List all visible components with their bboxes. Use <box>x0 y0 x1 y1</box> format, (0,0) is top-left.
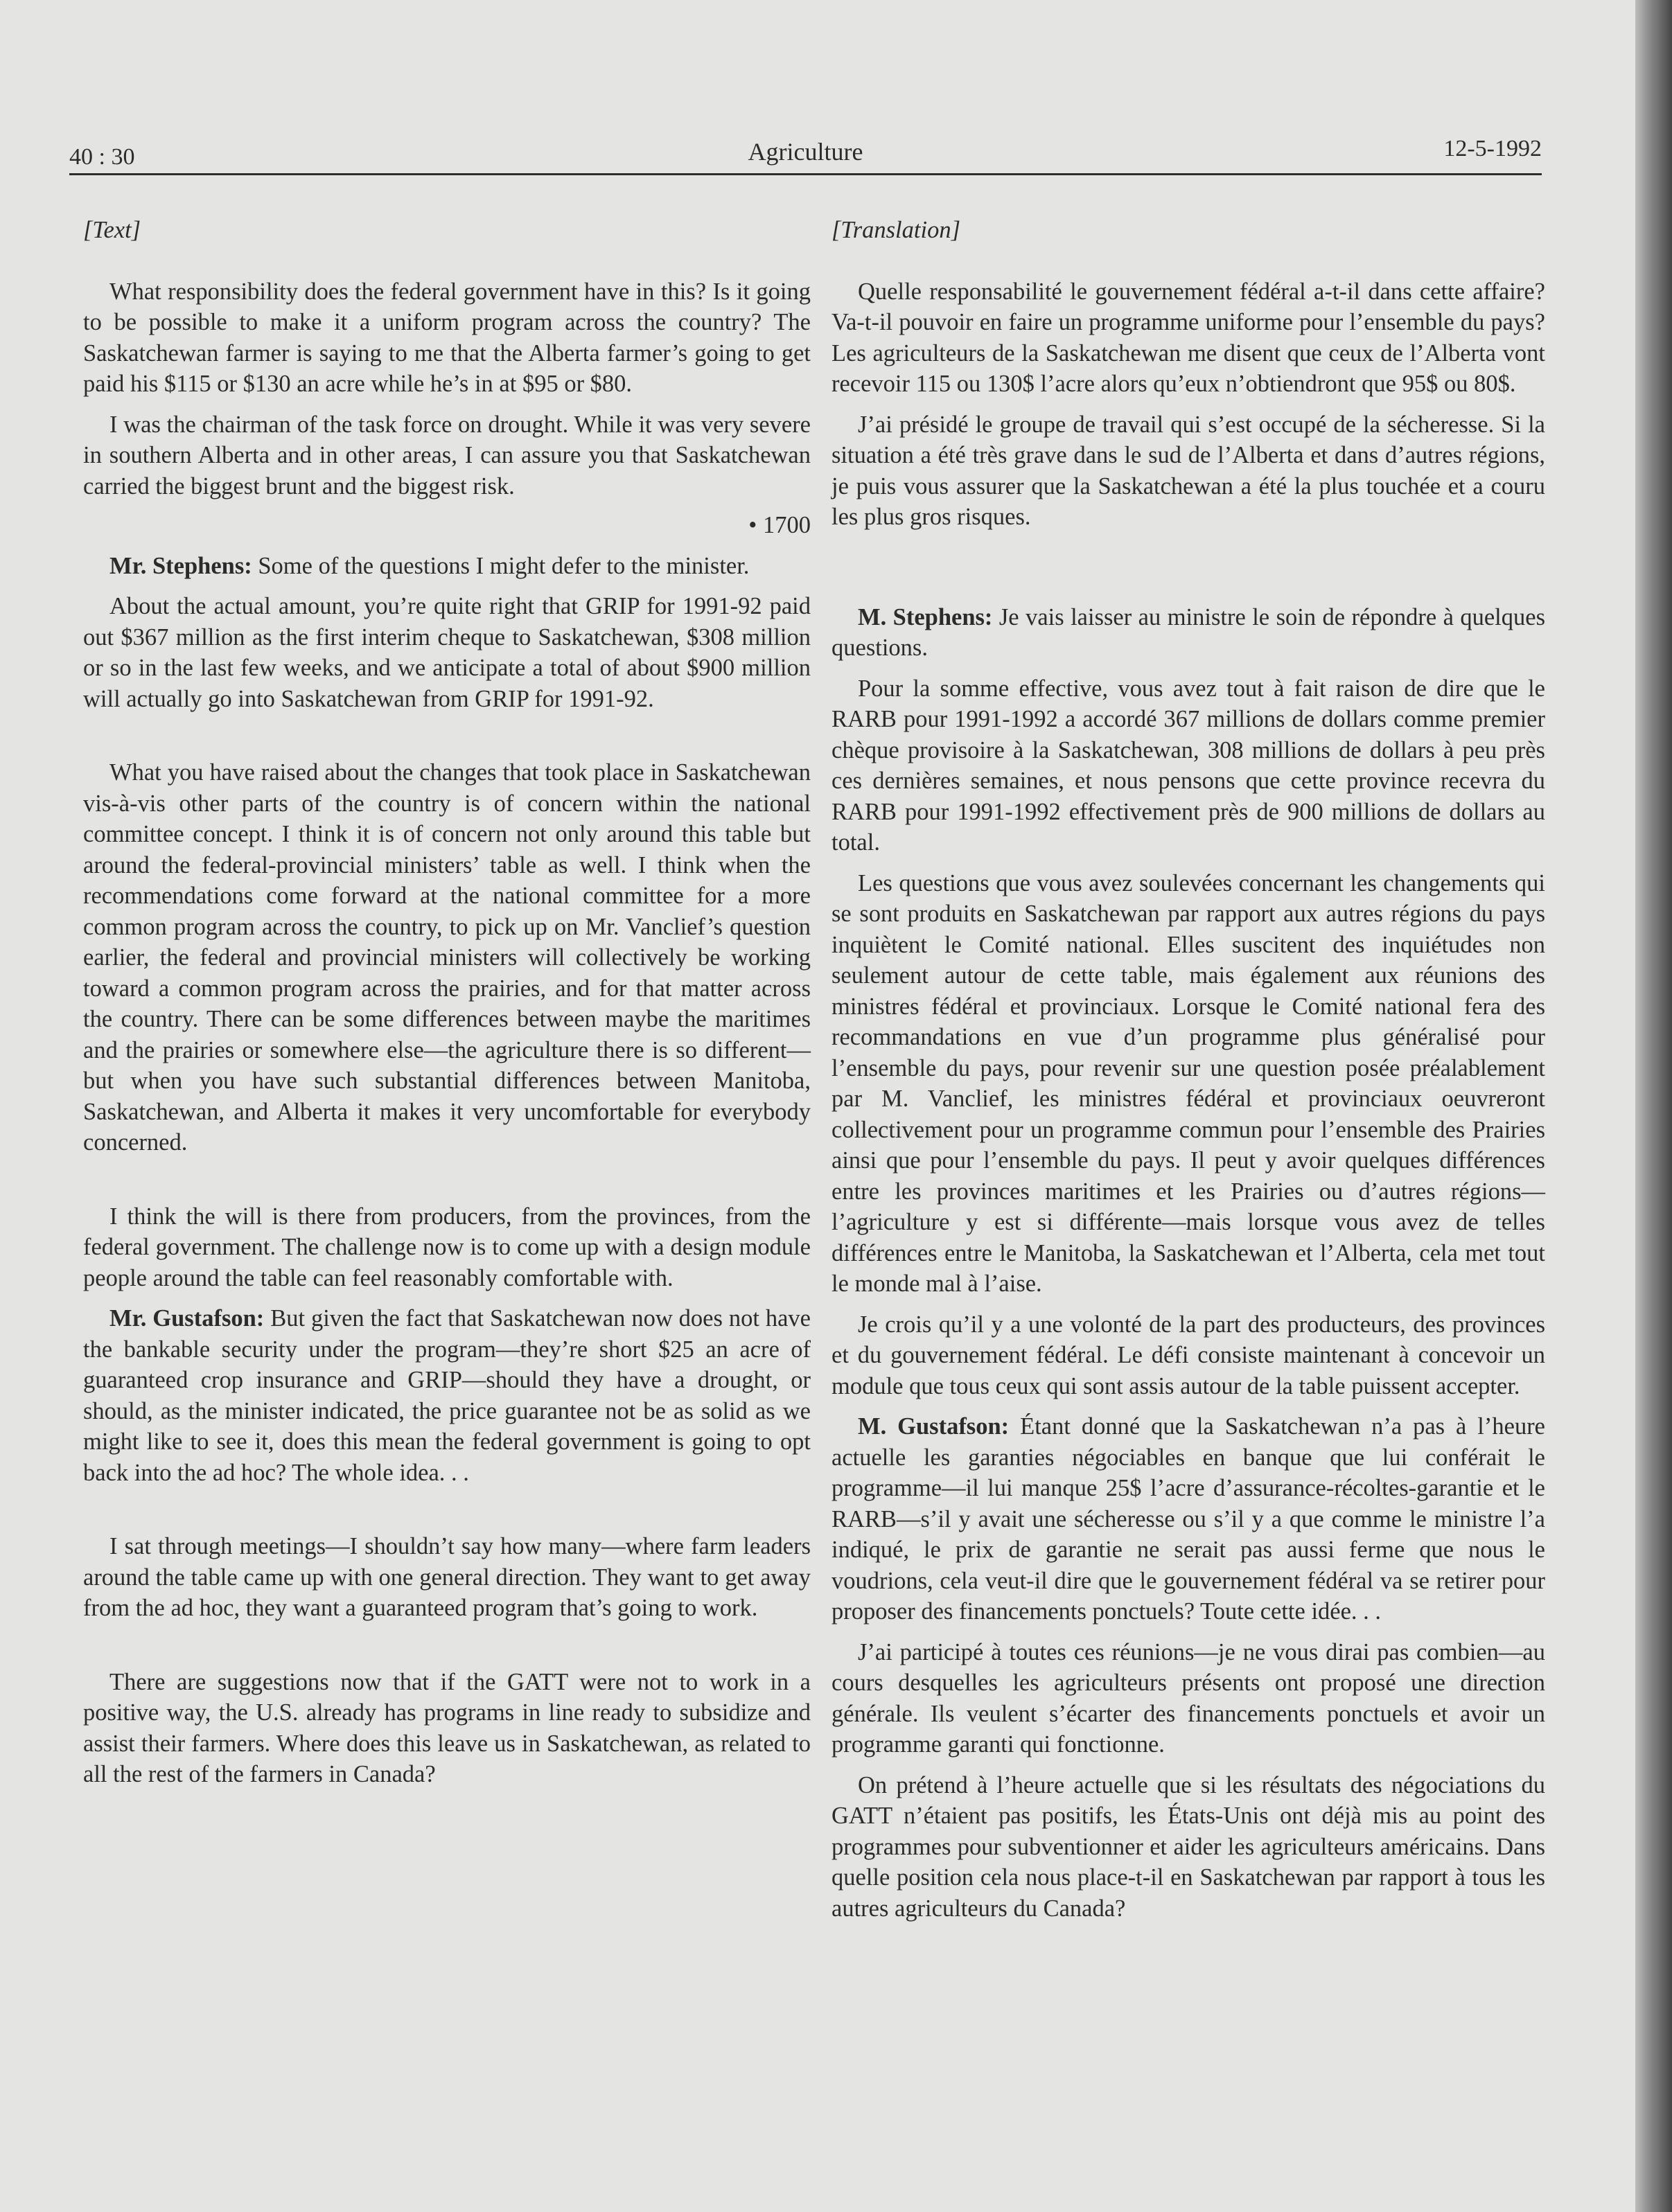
speaker-name: Mr. Stephens: <box>109 552 252 579</box>
french-column <box>831 215 1545 1924</box>
paragraph: On prétend à l’heure actuelle que si les résultats des négociations du GATT n’étaient pas positifs, les États-Unis ont déjà mis au point des programmes pour subventionner et aider les agriculteurs américains. Dans quelle position cela nous place-t-il en Saskatchewan par rapport à tous les autres agriculteurs du Canada? <box>831 1771 1545 1922</box>
paragraph <box>831 1411 1545 1627</box>
binding-gutter <box>1635 0 1672 2212</box>
page-header <box>69 132 1542 173</box>
paragraph: About the actual amount, you’re quite right that GRIP for 1991-92 paid out $367 million as the first interim cheque to Saskatchewan, $308 million or so in the last few weeks, and we anticipate a total of about $900 million will actually go into Saskatchewan from GRIP for 1991-92. <box>83 593 811 712</box>
speech-text: But given the fact that Saskatchewan now does not have the bankable security under the program—they’re short $25 an acre of guaranteed crop insurance and GRIP—should they have a drought, or should, as the minister indicated, the price guarantee not be as solid as we might like to see it, does this mean the federal government is going to opt back into the ad hoc? The whole idea. . . <box>83 1305 811 1486</box>
header-date: 12-5-1992 <box>1443 136 1542 161</box>
translation-tag: [Translation] <box>831 217 960 243</box>
speech-text: Je vais laisser au ministre le soin de répondre à quelques questions. <box>831 603 1545 661</box>
paragraph: J’ai participé à toutes ces réunions—je ne vous dirai pas combien—au cours desquelles les agriculteurs présents ont proposé une direction générale. Ils veulent s’écarter des financements ponctuels et avoir un programme garanti qui fonctionne. <box>831 1638 1545 1758</box>
paragraph: I think the will is there from producers, from the provinces, from the federal government. The challenge now is to come up with a design module people around the table can feel reasonably comfortable with. <box>83 1203 811 1291</box>
speech-text: Some of the questions I might defer to the minister. <box>252 552 750 579</box>
paragraph: Les questions que vous avez soulevées concernant les changements qui se sont produits en Saskatchewan par rapport aux autres régions du pays inquiètent le Comité national. Elles suscitent des inquiétudes non seulement autour de cette table, mais également aux réunions des ministres fédéral et provinciaux. Lorsque le Comité national fera des recommandations en vue d’un programme plus généralisé pour l’ensemble du pays, pour revenir sur une question posée préalablement par M. Vanclief, les ministres fédéral et provinciaux oeuvreront collectivement pour un programme commun pour l’ensemble des Prairies ainsi que pour l’ensemble du pays. Il peut y avoir quelques différences entre les provinces maritimes et les Prairies ou d’autres régions—l’agriculture y est si différente—mais lorsque vous avez de telles différences entre le Manitoba, la Saskatchewan et l’Alberta, cela met tout le monde mal à l’aise. <box>831 869 1545 1297</box>
paragraph: What responsibility does the federal government have in this? Is it going to be possible to make it a uniform program across the country? The Saskatchewan farmer is saying to me that the Alberta farmer’s going to get paid his $115 or $130 an acre while he’s in at $95 or $80. <box>83 278 811 397</box>
paragraph: I was the chairman of the task force on drought. While it was very severe in southern Alberta and in other areas, I can assure you that Saskatchewan carried the biggest brunt and the biggest risk. <box>83 411 811 499</box>
text-tag: [Text] <box>83 217 141 243</box>
speech-text: Étant donné que la Saskatchewan n’a pas à l’heure actuelle les garanties négociables en banque que lui conférait le programme—il lui manque 25$ l’acre d’assurance-récoltes-garantie et le RARB—s’il y avait une sécheresse ou s’il y a que comme le ministre l’a indiqué, le prix de garantie ne serait pas aussi ferme que nous le voudrions, cela veut-il dire que le gouvernement fédéral va se retirer pour proposer des financements ponctuels? Toute cette idée. . . <box>831 1413 1545 1625</box>
running-title: Agriculture <box>748 138 863 166</box>
page-number: 40 : 30 <box>69 144 135 170</box>
speaker-name: Mr. Gustafson: <box>109 1305 265 1331</box>
paragraph: Quelle responsabilité le gouvernement fédéral a-t-il dans cette affaire? Va-t-il pouvoir en faire un programme uniforme pour l’ensemble du pays? Les agriculteurs de la Saskatchewan me disent que ceux de l’Alberta vont recevoir 115 ou 130$ l’acre alors qu’eux n’obtiendront que 95$ ou 80$. <box>831 278 1545 397</box>
paragraph: Je crois qu’il y a une volonté de la part des producteurs, des provinces et du gouvernement fédéral. Le défi consiste maintenant à concevoir un module que tous ceux qui sont assis autour de la table puissent accepter. <box>831 1311 1545 1399</box>
paragraph: J’ai présidé le groupe de travail qui s’est occupé de la sécheresse. Si la situation a été très grave dans le sud de l’Alberta et dans d’autres régions, je puis vous assurer que la Saskatchewan a été la plus touchée et a couru les plus gros risques. <box>831 411 1545 530</box>
paragraph <box>83 1303 811 1488</box>
time-marker: • 1700 <box>748 512 811 538</box>
english-column <box>83 215 811 1790</box>
paragraph <box>831 602 1545 664</box>
speaker-name: M. Stephens: <box>858 603 993 630</box>
paragraph: There are suggestions now that if the GATT were not to work in a positive way, the U.S. already has programs in line ready to subsidize and assist their farmers. Where does this leave us in Saskatchewan, as related to all the rest of the farmers in Canada? <box>83 1668 811 1787</box>
paragraph: I sat through meetings—I shouldn’t say how many—where farm leaders around the table came up with one general direction. They want to get away from the ad hoc, they want a guaranteed program that’s going to work. <box>83 1533 811 1621</box>
paragraph: Pour la somme effective, vous avez tout à fait raison de dire que le RARB pour 1991-1992 a accordé 367 millions de dollars comme premier chèque provisoire à la Saskatchewan, 308 millions de dollars à peu près ces dernières semaines, et nous pensons que cette province recevra du RARB pour 1991-1992 effectivement près de 900 millions de dollars au total. <box>831 675 1545 856</box>
speaker-name: M. Gustafson: <box>858 1413 1010 1440</box>
paragraph: What you have raised about the changes that took place in Saskatchewan vis-à-vis other parts of the country is of concern within the national committee concept. I think it is of concern not only around this table but around the federal-provincial ministers’ table as well. I think when the recommendations come forward at the national committee for a more common program across the country, to pick up on Mr. Vanclief’s question earlier, the federal and provincial ministers will collectively be working toward a common program across the prairies, and for that matter across the country. There can be some differences between maybe the maritimes and the prairies or somewhere else—the agriculture there is so different—but when you have such substantial differences between Manitoba, Saskatchewan, and Alberta it makes it very uncomfortable for everybody concerned. <box>83 759 811 1156</box>
paragraph <box>83 551 811 582</box>
header-rule <box>69 173 1542 175</box>
